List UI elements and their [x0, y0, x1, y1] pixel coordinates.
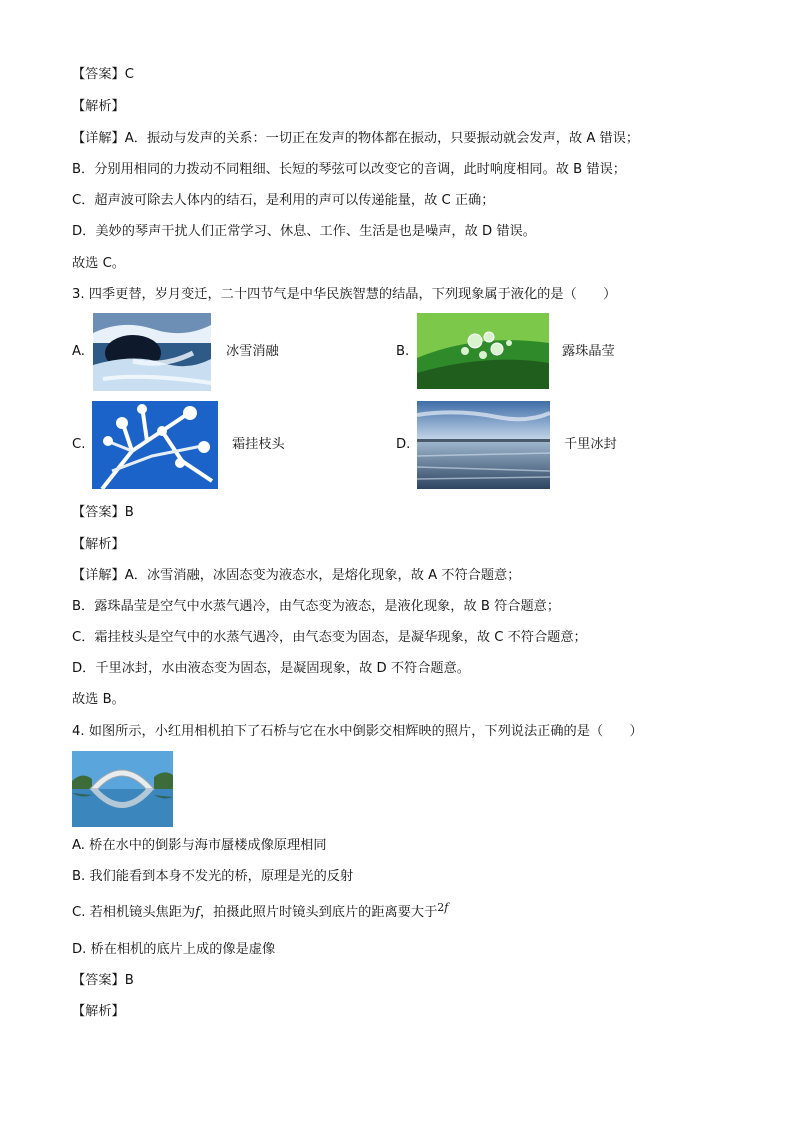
q4-option-b: B. 我们能看到本身不发光的桥，原理是光的反射 [72, 869, 354, 884]
melting-ice-stream-image [93, 313, 211, 391]
stone-bridge-reflection-image [72, 751, 173, 827]
q3-analysis-label: 【解析】 [72, 537, 125, 552]
dew-drops-on-leaf-image [417, 313, 549, 389]
q3-option-c-letter: C. [72, 437, 86, 452]
q3-detail-b: B．露珠晶莹是空气中水蒸气遇冷，由气态变为液态，是液化现象，故 B 符合题意； [72, 599, 561, 614]
q3-detail-c: C．霜挂枝头是空气中的水蒸气遇冷，由气态变为固态，是凝华现象，故 C 不符合题意； [72, 630, 587, 645]
q3-option-b-letter: B. [396, 344, 410, 359]
q3-conclusion: 故选 B。 [72, 692, 125, 707]
q4-option-c-f: f [195, 905, 200, 920]
q3-option-d-letter: D. [396, 437, 411, 452]
q2-detail-a: 【详解】A．振动与发声的关系：一切正在发声的物体都在振动，只要振动就会发声，故 A 错误； [72, 131, 640, 146]
q3-option-c-text: 霜挂枝头 [232, 437, 285, 452]
q4-answer: 【答案】B [72, 973, 134, 988]
q4-option-c-f2: f [444, 901, 449, 914]
q2-analysis-label: 【解析】 [72, 99, 125, 114]
q4-analysis-label: 【解析】 [72, 1004, 125, 1019]
q4-option-a: A. 桥在水中的倒影与海市蜃楼成像原理相同 [72, 838, 327, 853]
q3-option-a-text: 冰雪消融 [226, 344, 279, 359]
q4-option-c-mid: ，拍摄此照片时镜头到底片的距离要大于 [199, 905, 438, 920]
q3-detail-a: 【详解】A．冰雪消融，冰固态变为液态水，是熔化现象，故 A 不符合题意； [72, 568, 521, 583]
q2-detail-b: B．分别用相同的力拨动不同粗细、长短的琴弦可以改变它的音调，此时响度相同。故 B 错误； [72, 162, 626, 177]
q3-detail-d: D．千里冰封，水由液态变为固态，是凝固现象，故 D 不符合题意。 [72, 661, 470, 676]
q3-option-d-text: 千里冰封 [564, 437, 617, 452]
q3-answer: 【答案】B [72, 505, 134, 520]
q2-answer: 【答案】C [72, 67, 134, 82]
q4-stem: 4. 如图所示，小红用相机拍下了石桥与它在水中倒影交相辉映的照片，下列说法正确的是（ ） [72, 724, 643, 739]
q2-conclusion: 故选 C。 [72, 256, 125, 271]
frozen-lake-image [417, 401, 550, 489]
q4-option-c [72, 901, 449, 922]
q2-detail-d: D．美妙的琴声干扰人们正常学习、休息、工作、生活是也是噪声，故 D 错误。 [72, 224, 536, 239]
q3-option-a-letter: A. [72, 344, 85, 359]
q4-option-c-2: 2 [437, 901, 445, 914]
q4-option-d: D. 桥在相机的底片上成的像是虚像 [72, 942, 276, 957]
frost-on-branches-image [92, 401, 218, 489]
q4-option-c-pre: C. 若相机镜头焦距为 [72, 905, 196, 920]
q3-option-b-text: 露珠晶莹 [562, 344, 615, 359]
q3-stem: 3. 四季更替，岁月变迁，二十四节气是中华民族智慧的结晶，下列现象属于液化的是（ ） [72, 287, 617, 302]
q2-detail-c: C．超声波可除去人体内的结石，是利用的声可以传递能量，故 C 正确； [72, 193, 495, 208]
